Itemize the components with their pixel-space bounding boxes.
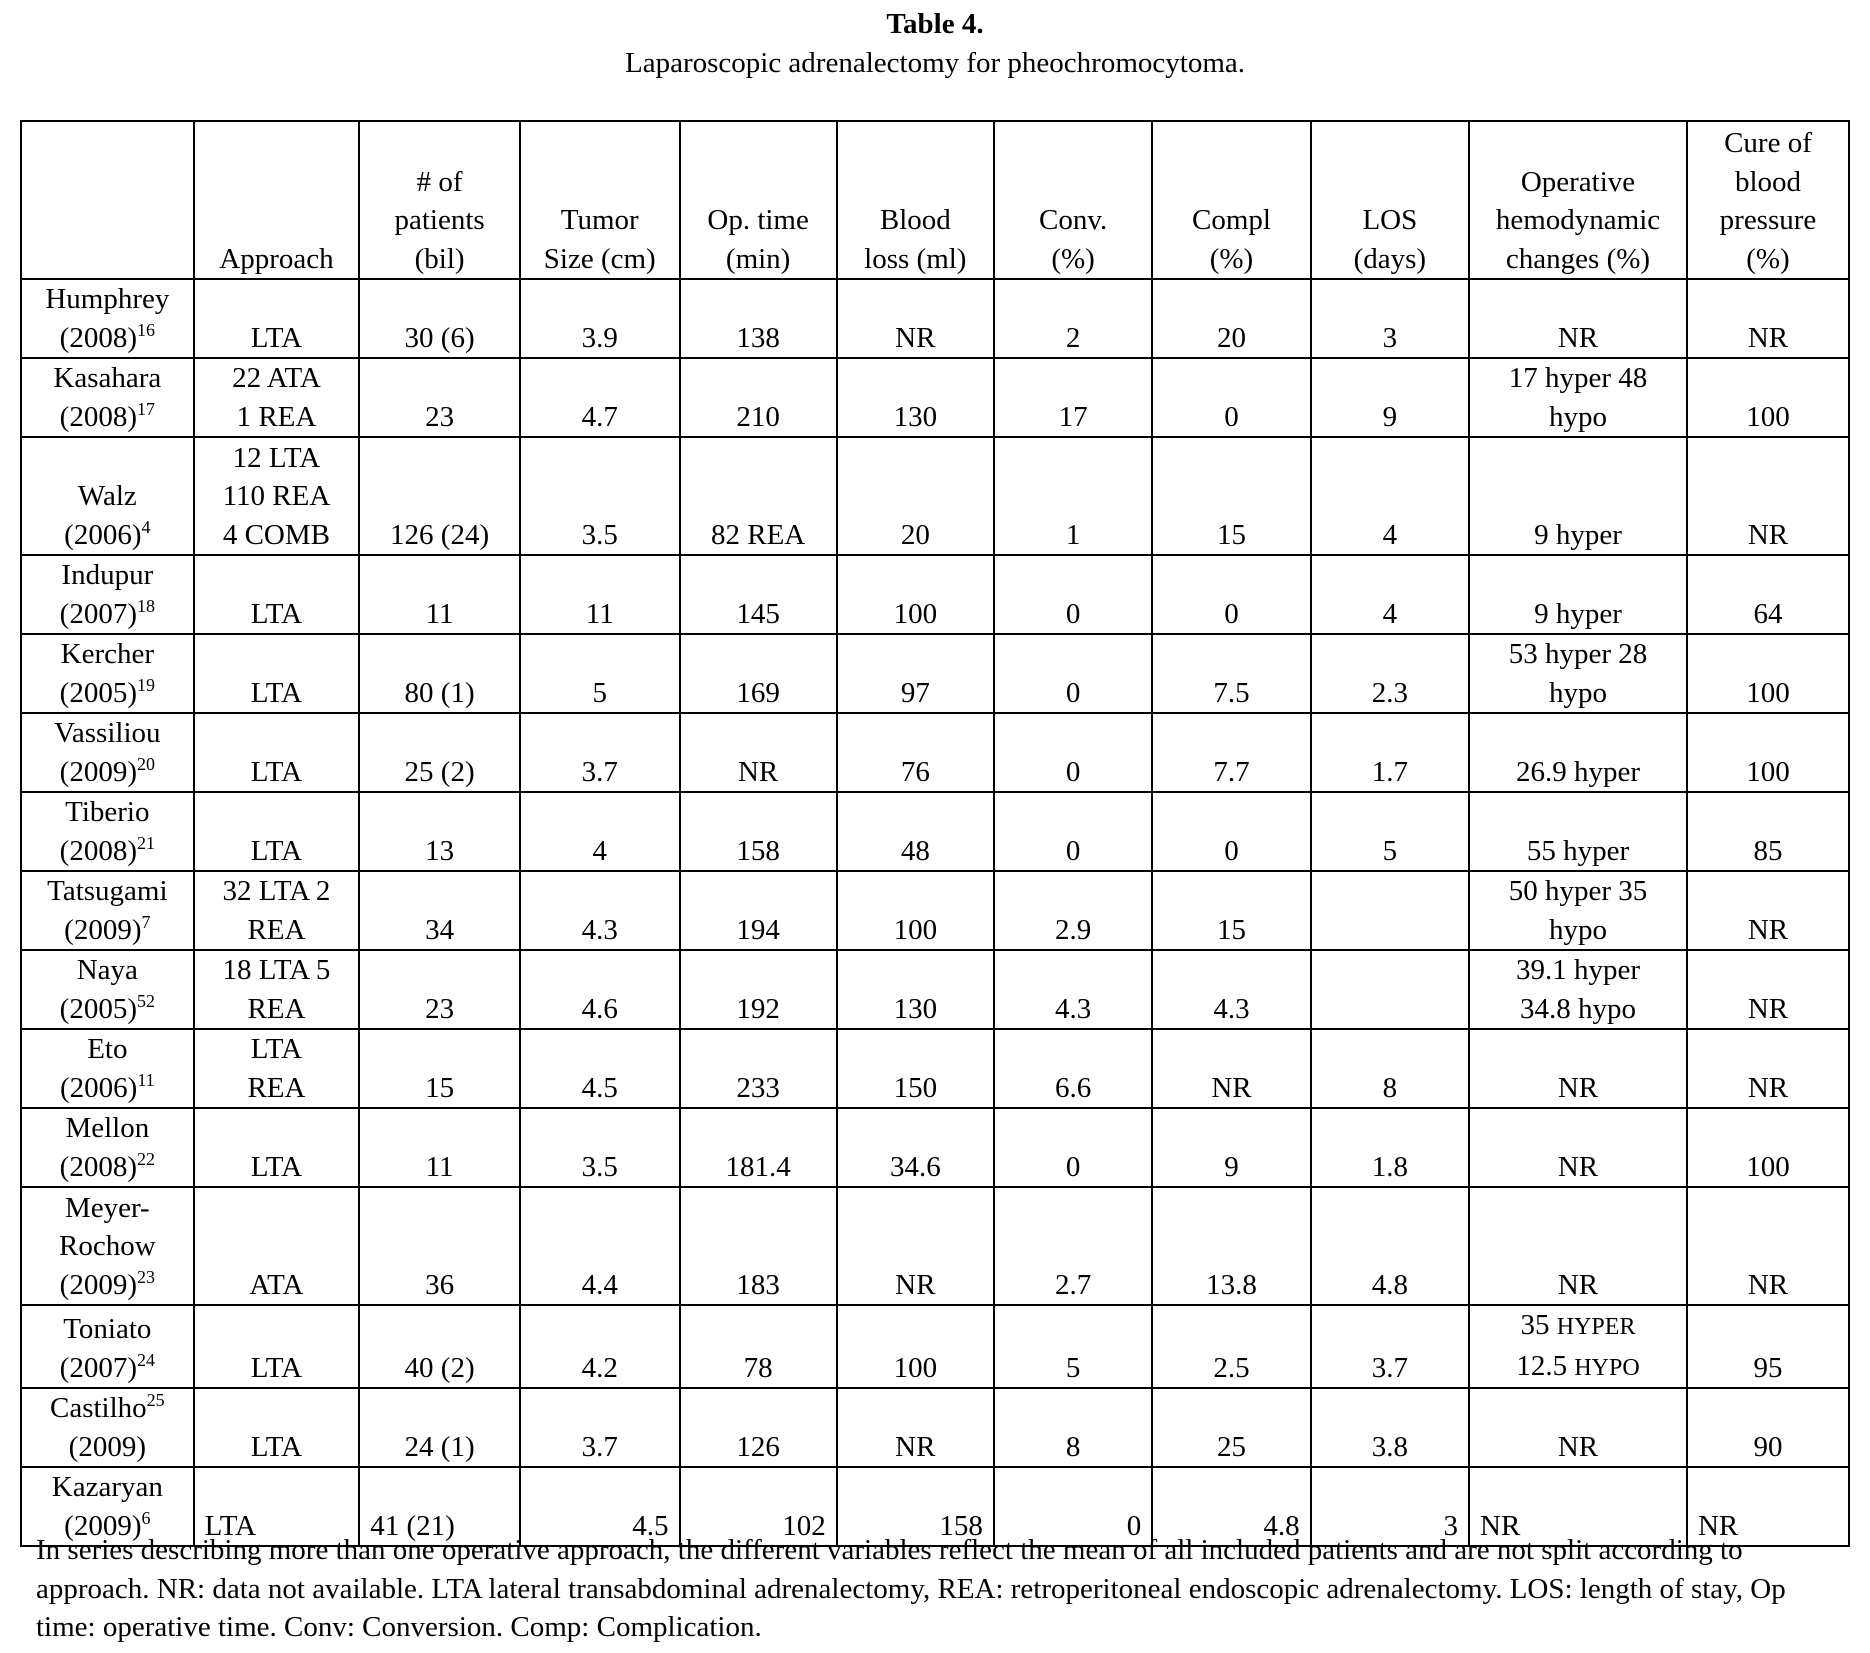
complication-cell: 0 bbox=[1152, 555, 1310, 634]
approach-cell: LTA bbox=[194, 1467, 360, 1546]
conversion-cell: 4.3 bbox=[994, 950, 1152, 1029]
op-time-cell: 192 bbox=[680, 950, 837, 1029]
cure-cell: NR bbox=[1687, 871, 1849, 950]
cure-cell: NR bbox=[1687, 1467, 1849, 1546]
approach-cell: LTA bbox=[194, 1388, 360, 1467]
patients-cell: 36 bbox=[359, 1187, 520, 1305]
op-time-cell: 126 bbox=[680, 1388, 837, 1467]
header-cure: Cure of blood pressure (%) bbox=[1687, 121, 1849, 279]
study-cell: Indupur $(2007)^{18}$ bbox=[21, 555, 194, 634]
cure-cell: 100 bbox=[1687, 1108, 1849, 1187]
patients-cell: 24 (1) bbox=[359, 1388, 520, 1467]
los-cell: 4 bbox=[1311, 437, 1469, 555]
los-cell bbox=[1311, 871, 1469, 950]
approach-cell: 32 LTA 2 REA bbox=[194, 871, 360, 950]
op-time-cell: 138 bbox=[680, 279, 837, 358]
hemodynamic-cell: 17 hyper 48 hypo bbox=[1469, 358, 1687, 437]
op-time-cell: 82 REA bbox=[680, 437, 837, 555]
los-cell: 4 bbox=[1311, 555, 1469, 634]
reference-number: 11 bbox=[137, 1069, 155, 1090]
approach-cell: LTA REA bbox=[194, 1029, 360, 1108]
hemodynamic-cell: 39.1 hyper 34.8 hypo bbox=[1469, 950, 1687, 1029]
complication-cell: 15 bbox=[1152, 437, 1310, 555]
complication-cell: NR bbox=[1152, 1029, 1310, 1108]
cure-cell: NR bbox=[1687, 950, 1849, 1029]
complication-cell: 9 bbox=[1152, 1108, 1310, 1187]
cure-cell: 95 bbox=[1687, 1305, 1849, 1388]
header-blood-loss: Blood loss (ml) bbox=[837, 121, 994, 279]
cure-cell: NR bbox=[1687, 1029, 1849, 1108]
op-time-cell: 169 bbox=[680, 634, 837, 713]
hemodynamic-cell: NR bbox=[1469, 1029, 1687, 1108]
header-hemodynamic: Operative hemodynamic changes (%) bbox=[1469, 121, 1687, 279]
conversion-cell: 1 bbox=[994, 437, 1152, 555]
table-row bbox=[21, 1029, 1849, 1108]
table-row bbox=[21, 1305, 1849, 1388]
tumor-size-cell: 4.5 bbox=[520, 1467, 680, 1546]
conversion-cell: 0 bbox=[994, 713, 1152, 792]
table-row bbox=[21, 713, 1849, 792]
cure-cell: 90 bbox=[1687, 1388, 1849, 1467]
tumor-size-cell: 3.5 bbox=[520, 437, 680, 555]
reference-number: 7 bbox=[141, 911, 151, 932]
op-time-cell: 78 bbox=[680, 1305, 837, 1388]
tumor-size-cell: 4.2 bbox=[520, 1305, 680, 1388]
approach-cell: 12 LTA 110 REA 4 COMB bbox=[194, 437, 360, 555]
patients-cell: 34 bbox=[359, 871, 520, 950]
hemodynamic-cell: 55 hyper bbox=[1469, 792, 1687, 871]
los-cell bbox=[1311, 950, 1469, 1029]
table-footnote: In series describing more than one operative approach, the different variables reflect the mean of all included patients and are not split according to approach. NR: data not available. LTA lateral transabdominal adrenalectomy, REA: retroperitoneal endoscopic adrenalectomy. LOS: length of stay, Op time: operative time. Conv: Conversion. Comp: Complication. bbox=[36, 1534, 1786, 1643]
header-approach: Approach bbox=[194, 121, 360, 279]
table-row bbox=[21, 1388, 1849, 1467]
tumor-size-cell: 4.6 bbox=[520, 950, 680, 1029]
hemodynamic-cell: 35 HYPER 12.5 HYPO bbox=[1469, 1305, 1687, 1388]
op-time-cell: NR bbox=[680, 713, 837, 792]
conversion-cell: 0 bbox=[994, 792, 1152, 871]
los-cell: 3 bbox=[1311, 1467, 1469, 1546]
tumor-size-cell: 5 bbox=[520, 634, 680, 713]
complication-cell: 15 bbox=[1152, 871, 1310, 950]
table-row bbox=[21, 437, 1849, 555]
cure-cell: NR bbox=[1687, 279, 1849, 358]
hemodynamic-cell: 9 hyper bbox=[1469, 437, 1687, 555]
study-cell: Humphrey $(2008)^{16}$ bbox=[21, 279, 194, 358]
los-cell: 3.7 bbox=[1311, 1305, 1469, 1388]
complication-cell: 0 bbox=[1152, 358, 1310, 437]
conversion-cell: 0 bbox=[994, 634, 1152, 713]
blood-loss-cell: 20 bbox=[837, 437, 994, 555]
approach-cell: LTA bbox=[194, 792, 360, 871]
header-los: LOS (days) bbox=[1311, 121, 1469, 279]
blood-loss-cell: 97 bbox=[837, 634, 994, 713]
hemodynamic-cell: NR bbox=[1469, 279, 1687, 358]
table-row bbox=[21, 634, 1849, 713]
los-cell: 5 bbox=[1311, 792, 1469, 871]
tumor-size-cell: 4 bbox=[520, 792, 680, 871]
complication-cell: 25 bbox=[1152, 1388, 1310, 1467]
hemodynamic-cell: 9 hyper bbox=[1469, 555, 1687, 634]
reference-number: 19 bbox=[137, 674, 155, 695]
conversion-cell: 0 bbox=[994, 555, 1152, 634]
study-cell: Mellon $(2008)^{22}$ bbox=[21, 1108, 194, 1187]
blood-loss-cell: 34.6 bbox=[837, 1108, 994, 1187]
study-cell: Kasahara $(2008)^{17}$ bbox=[21, 358, 194, 437]
conversion-cell: 2.9 bbox=[994, 871, 1152, 950]
header-tumor-size: Tumor Size (cm) bbox=[520, 121, 680, 279]
cure-cell: NR bbox=[1687, 437, 1849, 555]
hemodynamic-cell: NR bbox=[1469, 1187, 1687, 1305]
patients-cell: 25 (2) bbox=[359, 713, 520, 792]
table-row bbox=[21, 950, 1849, 1029]
patients-cell: 23 bbox=[359, 950, 520, 1029]
patients-cell: 11 bbox=[359, 1108, 520, 1187]
patients-cell: 23 bbox=[359, 358, 520, 437]
patients-cell: 30 (6) bbox=[359, 279, 520, 358]
table-row bbox=[21, 1187, 1849, 1305]
op-time-cell: 194 bbox=[680, 871, 837, 950]
study-cell: Toniato $(2007)^{24}$ bbox=[21, 1305, 194, 1388]
approach-cell: 22 ATA 1 REA bbox=[194, 358, 360, 437]
study-cell: Meyer- Rochow $(2009)^{23}$ bbox=[21, 1187, 194, 1305]
study-cell: Tatsugami $(2009)^7$ bbox=[21, 871, 194, 950]
header-conversion: Conv. (%) bbox=[994, 121, 1152, 279]
tumor-size-cell: 3.7 bbox=[520, 1388, 680, 1467]
op-time-cell: 233 bbox=[680, 1029, 837, 1108]
los-cell: 8 bbox=[1311, 1029, 1469, 1108]
blood-loss-cell: 130 bbox=[837, 358, 994, 437]
cure-cell: 100 bbox=[1687, 634, 1849, 713]
reference-number: 25 bbox=[146, 1390, 165, 1410]
blood-loss-cell: 130 bbox=[837, 950, 994, 1029]
study-cell: Kercher $(2005)^{19}$ bbox=[21, 634, 194, 713]
reference-number: 23 bbox=[137, 1266, 155, 1287]
header-study bbox=[21, 121, 194, 279]
study-cell: Walz $(2006)^4$ bbox=[21, 437, 194, 555]
blood-loss-cell: 158 bbox=[837, 1467, 994, 1546]
patients-cell: 41 (21) bbox=[359, 1467, 520, 1546]
complication-cell: 2.5 bbox=[1152, 1305, 1310, 1388]
patients-cell: 126 (24) bbox=[359, 437, 520, 555]
complication-cell: 4.3 bbox=[1152, 950, 1310, 1029]
hemodynamic-cell: NR bbox=[1469, 1467, 1687, 1546]
op-time-cell: 210 bbox=[680, 358, 837, 437]
hemodynamic-cell: 53 hyper 28 hypo bbox=[1469, 634, 1687, 713]
complication-cell: 13.8 bbox=[1152, 1187, 1310, 1305]
blood-loss-cell: 76 bbox=[837, 713, 994, 792]
reference-number: 21 bbox=[137, 832, 155, 853]
patients-cell: 13 bbox=[359, 792, 520, 871]
conversion-cell: 0 bbox=[994, 1467, 1152, 1546]
los-cell: 4.8 bbox=[1311, 1187, 1469, 1305]
approach-cell: LTA bbox=[194, 1108, 360, 1187]
table-title: Table 4. bbox=[886, 8, 984, 40]
header-row bbox=[21, 121, 1849, 279]
los-cell: 3.8 bbox=[1311, 1388, 1469, 1467]
results-table bbox=[20, 120, 1850, 1547]
study-cell: Castilho$^{25}$ (2009) bbox=[21, 1388, 194, 1467]
reference-number: 24 bbox=[137, 1349, 155, 1370]
cure-cell: 64 bbox=[1687, 555, 1849, 634]
reference-number: 52 bbox=[137, 990, 155, 1011]
approach-cell: 18 LTA 5 REA bbox=[194, 950, 360, 1029]
reference-number: 4 bbox=[141, 516, 151, 537]
blood-loss-cell: 100 bbox=[837, 871, 994, 950]
header-complication: Compl (%) bbox=[1152, 121, 1310, 279]
blood-loss-cell: 100 bbox=[837, 1305, 994, 1388]
cure-cell: 85 bbox=[1687, 792, 1849, 871]
study-cell: Eto $(2006)^{11}$ bbox=[21, 1029, 194, 1108]
patients-cell: 11 bbox=[359, 555, 520, 634]
complication-cell: 20 bbox=[1152, 279, 1310, 358]
los-cell: 2.3 bbox=[1311, 634, 1469, 713]
los-cell: 9 bbox=[1311, 358, 1469, 437]
hemodynamic-cell: 50 hyper 35 hypo bbox=[1469, 871, 1687, 950]
op-time-cell: 102 bbox=[680, 1467, 837, 1546]
conversion-cell: 2 bbox=[994, 279, 1152, 358]
header-patients: # of patients (bil) bbox=[359, 121, 520, 279]
cure-cell: NR bbox=[1687, 1187, 1849, 1305]
reference-number: 22 bbox=[137, 1148, 155, 1169]
table-row bbox=[21, 792, 1849, 871]
blood-loss-cell: 100 bbox=[837, 555, 994, 634]
table-row bbox=[21, 279, 1849, 358]
approach-cell: ATA bbox=[194, 1187, 360, 1305]
hemodynamic-cell: NR bbox=[1469, 1108, 1687, 1187]
complication-cell: 4.8 bbox=[1152, 1467, 1310, 1546]
table-row bbox=[21, 555, 1849, 634]
table-row bbox=[21, 358, 1849, 437]
reference-number: 18 bbox=[137, 595, 155, 616]
tumor-size-cell: 3.9 bbox=[520, 279, 680, 358]
tumor-size-cell: 4.7 bbox=[520, 358, 680, 437]
complication-cell: 7.5 bbox=[1152, 634, 1310, 713]
study-cell: Vassiliou $(2009)^{20}$ bbox=[21, 713, 194, 792]
tumor-size-cell: 4.5 bbox=[520, 1029, 680, 1108]
op-time-cell: 158 bbox=[680, 792, 837, 871]
study-cell: Naya $(2005)^{52}$ bbox=[21, 950, 194, 1029]
complication-cell: 0 bbox=[1152, 792, 1310, 871]
conversion-cell: 5 bbox=[994, 1305, 1152, 1388]
tumor-size-cell: 11 bbox=[520, 555, 680, 634]
complication-cell: 7.7 bbox=[1152, 713, 1310, 792]
tumor-size-cell: 3.7 bbox=[520, 713, 680, 792]
op-time-cell: 145 bbox=[680, 555, 837, 634]
approach-cell: LTA bbox=[194, 279, 360, 358]
los-cell: 3 bbox=[1311, 279, 1469, 358]
blood-loss-cell: 150 bbox=[837, 1029, 994, 1108]
cure-cell: 100 bbox=[1687, 358, 1849, 437]
patients-cell: 15 bbox=[359, 1029, 520, 1108]
hemodynamic-cell: 26.9 hyper bbox=[1469, 713, 1687, 792]
approach-cell: LTA bbox=[194, 555, 360, 634]
conversion-cell: 2.7 bbox=[994, 1187, 1152, 1305]
los-cell: 1.8 bbox=[1311, 1108, 1469, 1187]
table-row bbox=[21, 871, 1849, 950]
approach-cell: LTA bbox=[194, 713, 360, 792]
patients-cell: 40 (2) bbox=[359, 1305, 520, 1388]
conversion-cell: 17 bbox=[994, 358, 1152, 437]
study-cell: Kazaryan $(2009)^6$ bbox=[21, 1467, 194, 1546]
reference-number: 17 bbox=[137, 398, 155, 419]
conversion-cell: 0 bbox=[994, 1108, 1152, 1187]
hemodynamic-cell: NR bbox=[1469, 1388, 1687, 1467]
conversion-cell: 6.6 bbox=[994, 1029, 1152, 1108]
los-cell: 1.7 bbox=[1311, 713, 1469, 792]
blood-loss-cell: NR bbox=[837, 1187, 994, 1305]
conversion-cell: 8 bbox=[994, 1388, 1152, 1467]
op-time-cell: 181.4 bbox=[680, 1108, 837, 1187]
reference-number: 16 bbox=[137, 319, 155, 340]
blood-loss-cell: NR bbox=[837, 279, 994, 358]
patients-cell: 80 (1) bbox=[359, 634, 520, 713]
cure-cell: 100 bbox=[1687, 713, 1849, 792]
op-time-cell: 183 bbox=[680, 1187, 837, 1305]
header-op-time: Op. time (min) bbox=[680, 121, 837, 279]
approach-cell: LTA bbox=[194, 1305, 360, 1388]
blood-loss-cell: NR bbox=[837, 1388, 994, 1467]
study-cell: Tiberio $(2008)^{21}$ bbox=[21, 792, 194, 871]
reference-number: 20 bbox=[137, 753, 155, 774]
blood-loss-cell: 48 bbox=[837, 792, 994, 871]
table-subtitle: Laparoscopic adrenalectomy for pheochromocytoma. bbox=[624, 47, 1246, 79]
tumor-size-cell: 4.3 bbox=[520, 871, 680, 950]
approach-cell: LTA bbox=[194, 634, 360, 713]
reference-number: 6 bbox=[141, 1507, 151, 1528]
tumor-size-cell: 3.5 bbox=[520, 1108, 680, 1187]
table-row bbox=[21, 1108, 1849, 1187]
tumor-size-cell: 4.4 bbox=[520, 1187, 680, 1305]
